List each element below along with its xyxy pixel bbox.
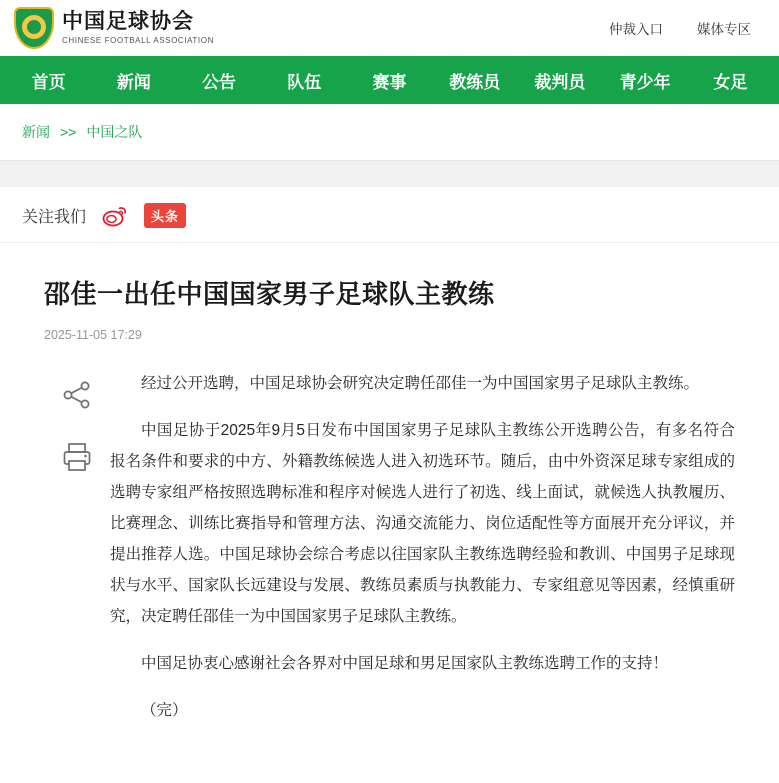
nav-item-women[interactable]: 女足 — [713, 72, 748, 92]
article-content — [110, 368, 735, 742]
site-logo[interactable] — [14, 7, 214, 49]
article-paragraph: （完） — [141, 702, 188, 720]
article — [0, 243, 779, 762]
nav-item-competitions[interactable]: 赛事 — [372, 72, 407, 92]
logo-text — [62, 11, 214, 44]
article-timestamp: 2025-11-05 17:29 — [44, 328, 142, 343]
article-body-wrap — [44, 368, 735, 742]
nav-item-announcements[interactable]: 公告 — [202, 72, 237, 92]
nav-item-teams[interactable]: 队伍 — [287, 72, 322, 92]
nav-item-coaches[interactable]: 教练员 — [449, 72, 501, 92]
article-paragraph: 中国足协于2025年9月5日发布中国国家男子足球队主教练公开选聘公告，有多名符合报名条件和要求的中方、外籍教练候选人进入初选环节。随后，由中外资深足球专家组成的选聘专家组严格按照选聘标准和程序对候选人进行了初选、线上面试，就候选人执教履历、比赛理念、训练比赛指导和管理方法、沟通交流能力、岗位适配性等方面展开充分评议，并提出推荐人选。中国足球协会综合考虑以往国家队主教练选聘经验和教训、中国男子足球现状与水平、国家队长远建设与发展、教练员素质与执教能力、专家组意见等因素，经慎重研究，决定聘任邵佳一为中国国家男子足球队主教练。 — [110, 422, 735, 626]
page-title: 邵佳一出任中国国家男子足球队主教练 — [44, 279, 495, 309]
article-paragraph: 中国足协衷心感谢社会各界对中国足球和男足国家队主教练选聘工作的支持！ — [141, 655, 669, 673]
breadcrumb-item-current: 中国之队 — [86, 124, 143, 140]
toutiao-icon[interactable]: 头条 — [144, 203, 186, 228]
nav-item-referees[interactable]: 裁判员 — [534, 72, 586, 92]
logo-title-en: CHINESE FOOTBALL ASSOCIATION — [62, 35, 214, 45]
print-icon[interactable] — [60, 440, 94, 474]
share-icon[interactable] — [60, 378, 94, 412]
header-links — [609, 18, 765, 38]
header-link-media[interactable]: 媒体专区 — [697, 22, 751, 37]
article-tools — [44, 368, 110, 742]
section-divider-strip — [0, 161, 779, 187]
breadcrumb-separator: >> — [60, 124, 77, 140]
nav-item-home[interactable]: 首页 — [31, 72, 66, 92]
nav-item-news[interactable]: 新闻 — [116, 72, 151, 92]
article-paragraph: 经过公开选聘，中国足球协会研究决定聘任邵佳一为中国国家男子足球队主教练。 — [141, 375, 700, 393]
follow-us-label: 关注我们 — [22, 209, 87, 226]
logo-title-cn: 中国足球协会 — [62, 10, 194, 34]
breadcrumb-item-news[interactable]: 新闻 — [22, 124, 50, 140]
header-link-arbitration[interactable]: 仲裁入口 — [609, 22, 663, 37]
follow-us-bar — [0, 187, 779, 243]
breadcrumb — [0, 104, 779, 161]
cfa-crest-icon — [14, 7, 54, 49]
site-header — [0, 0, 779, 56]
weibo-icon[interactable] — [102, 205, 128, 227]
nav-item-youth[interactable]: 青少年 — [619, 72, 671, 92]
main-nav — [0, 56, 779, 104]
